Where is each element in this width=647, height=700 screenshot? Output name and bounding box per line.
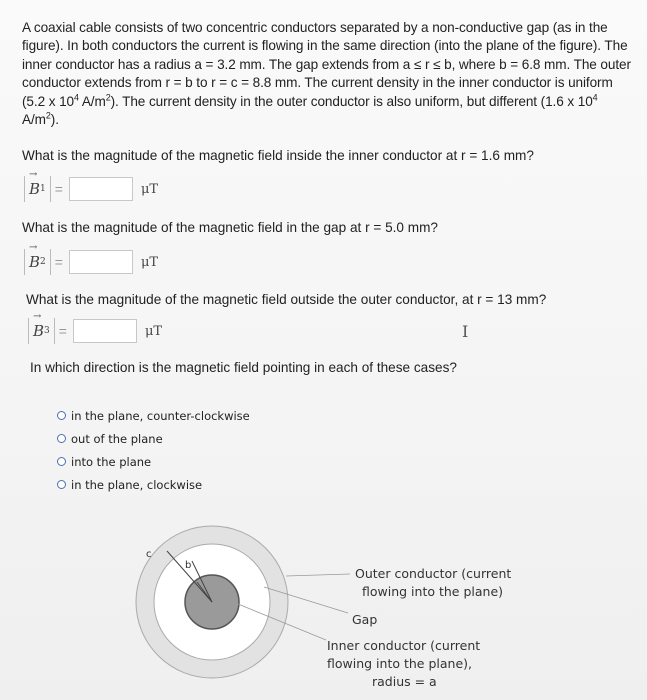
option-ccw[interactable]: in the plane, counter-clockwise <box>57 404 250 427</box>
equals-sign: = <box>54 254 63 270</box>
b3-symbol: → B 3 <box>28 318 55 344</box>
equals-sign: = <box>58 323 67 339</box>
question-1: What is the magnitude of the magnetic field inside the inner conductor at r = 1.6 mm? <box>22 148 534 163</box>
outer-label-1: Outer conductor (current <box>355 566 512 581</box>
question-2: What is the magnitude of the magnetic field in the gap at r = 5.0 mm? <box>22 220 438 235</box>
b3-unit: μT <box>144 323 163 339</box>
option-into-plane[interactable]: into the plane <box>57 450 250 473</box>
b1-unit: μT <box>140 181 159 197</box>
b1-symbol: → B 1 <box>24 176 51 202</box>
equals-sign: = <box>54 181 63 197</box>
option-out-of-plane[interactable]: out of the plane <box>57 427 250 450</box>
b2-symbol: → B 2 <box>24 249 51 275</box>
inner-label-2: flowing into the plane), <box>327 656 472 671</box>
label-b: b <box>185 560 192 571</box>
b2-unit: μT <box>140 254 159 270</box>
text-cursor-icon: I <box>462 322 469 341</box>
option-cw[interactable]: in the plane, clockwise <box>57 473 250 496</box>
outer-label-2: flowing into the plane) <box>362 584 504 599</box>
gap-label: Gap <box>352 612 378 627</box>
label-c: c <box>146 549 152 560</box>
problem-statement: A coaxial cable consists of two concentric conductors separated by a non-conductive gap (as in the figure). In both conductors the current is flowing in the same direction (into the plane of the figure). The inner conductor has a radius a = 3.2 mm. The gap extends from a ≤ r ≤ b, where b = 6.8 mm. The outer conductor extends from r = b to r = c = 8.8 mm. The current density in the inner conductor is uniform (5.2 x $10^4$ $A/m^2$). The current density in the outer conductor is also uniform, but different (1.6 x $10^4$ $A/m^2$). <box>22 20 631 128</box>
direction-question: In which direction is the magnetic field pointing in each of these cases? <box>30 360 457 375</box>
outer-leader-line <box>286 574 350 576</box>
question-3: What is the magnitude of the magnetic field outside the outer conductor, at r = 13 mm? <box>26 292 547 307</box>
inner-label-1: Inner conductor (current <box>327 638 481 653</box>
inner-label-3: radius = a <box>372 674 437 689</box>
